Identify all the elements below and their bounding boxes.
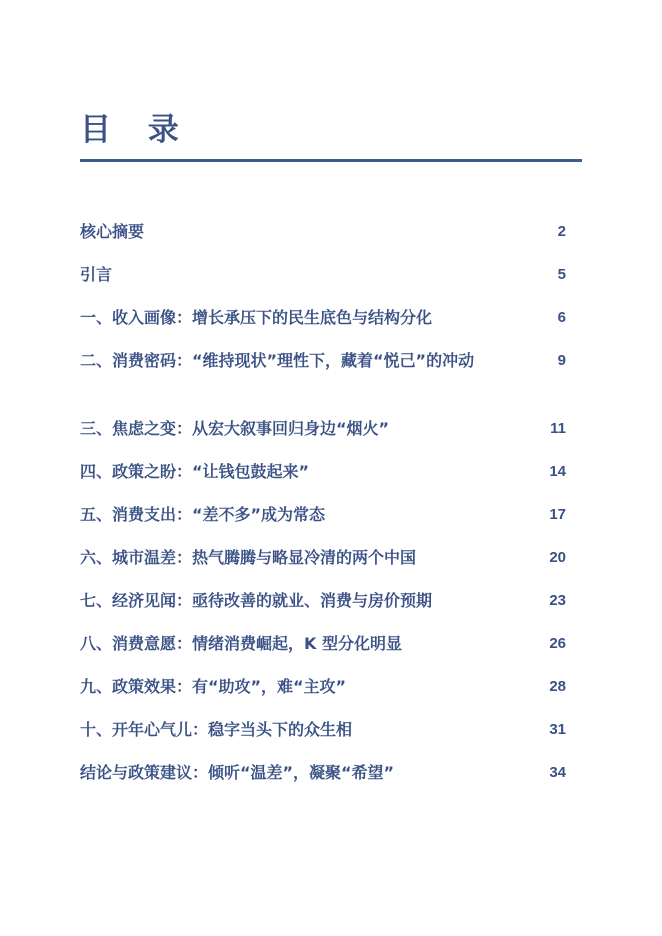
toc-entry-label: 二、消费密码：“维持现状”理性下，藏着“悦己”的冲动 bbox=[80, 351, 475, 370]
toc-entry-page: 17 bbox=[549, 506, 566, 523]
toc-entry-page: 2 bbox=[557, 223, 566, 240]
page-title: 目 录 bbox=[80, 112, 192, 148]
toc-entry-page: 6 bbox=[557, 309, 566, 326]
toc-entry-label: 结论与政策建议：倾听“温差”，凝聚“希望” bbox=[80, 763, 395, 782]
toc-entry-page: 31 bbox=[549, 721, 566, 738]
toc-entry-label: 三、焦虑之变：从宏大叙事回归身边“烟火” bbox=[80, 419, 390, 438]
toc-entry-label: 一、收入画像：增长承压下的民生底色与结构分化 bbox=[80, 308, 433, 327]
toc-entry-label: 七、经济见闻：亟待改善的就业、消费与房价预期 bbox=[80, 591, 433, 610]
toc-entry-page: 23 bbox=[549, 592, 566, 609]
toc-entry-label: 核心摘要 bbox=[80, 222, 145, 241]
toc-entry-page: 9 bbox=[557, 352, 566, 369]
toc-entry-page: 5 bbox=[557, 266, 566, 283]
toc-entry-label: 五、消费支出：“差不多”成为常态 bbox=[80, 505, 326, 524]
toc-entry-page: 11 bbox=[550, 420, 566, 437]
toc-entry-label: 六、城市温差：热气腾腾与略显冷清的两个中国 bbox=[80, 548, 417, 567]
toc-entry-label: 八、消费意愿：情绪消费崛起，K 型分化明显 bbox=[80, 634, 402, 653]
toc-entry-page: 34 bbox=[549, 764, 566, 781]
toc-entry-page: 28 bbox=[549, 678, 566, 695]
toc-entry-label: 四、政策之盼：“让钱包鼓起来” bbox=[80, 462, 310, 481]
toc-entry-label: 十、开年心气儿：稳字当头下的众生相 bbox=[80, 720, 353, 739]
toc-entry-page: 14 bbox=[549, 463, 566, 480]
toc-entry-label: 引言 bbox=[80, 265, 113, 284]
toc-entry-page: 20 bbox=[549, 549, 566, 566]
toc-entry-page: 26 bbox=[549, 635, 566, 652]
title-divider bbox=[80, 159, 582, 162]
toc-entry-label: 九、政策效果：有“助攻”，难“主攻” bbox=[80, 677, 347, 696]
